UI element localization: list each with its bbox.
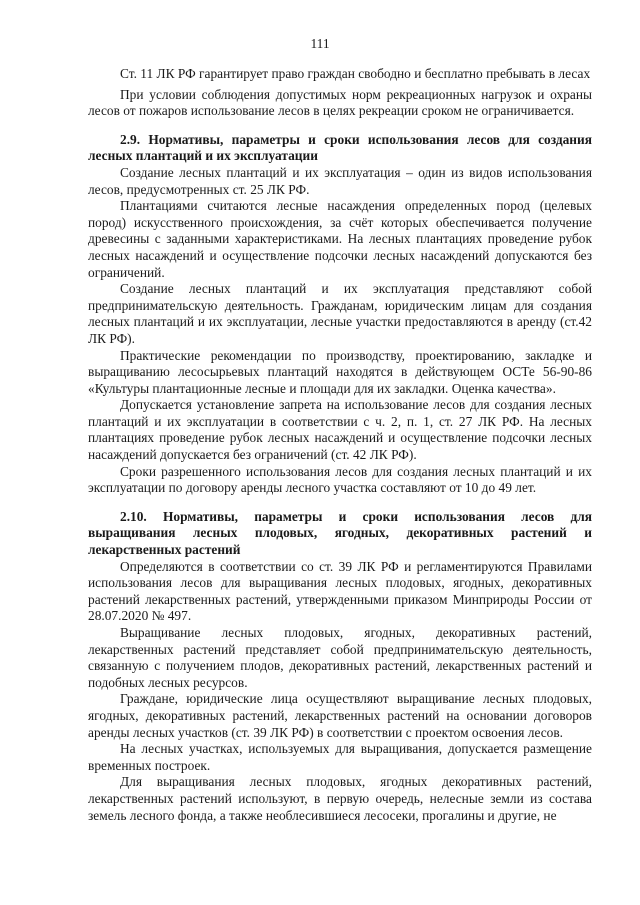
- paragraph: Ст. 11 ЛК РФ гарантирует право граждан свободно и бесплатно пребывать в лесах: [120, 66, 591, 81]
- paragraph: Создание лесных плантаций и их эксплуатация представляют собой предпринимательскую деятельность. Гражданам, юридическим лицам для создания лесных плантаций и их эксплуатации, лесные участки предоставляются в аренду (ст.42 ЛК РФ).: [88, 281, 592, 346]
- paragraph: Допускается установление запрета на использование лесов для создания лесных плантаций и их эксплуатации в соответствии с ч. 2, п. 1, ст. 27 ЛК РФ. На лесных плантациях проведение рубок лесных насаждений и осуществление подсочки лесных насаждений допускается без ограничений (ст. 42 ЛК РФ).: [88, 397, 592, 463]
- paragraph: На лесных участках, используемых для выращивания, допускается размещение временных построек.: [88, 741, 592, 773]
- paragraph: Создание лесных плантаций и их эксплуатация – один из видов использования лесов, предусмотренных ст. 25 ЛК РФ.: [88, 164, 592, 197]
- page-number: 111: [310, 36, 330, 51]
- section-heading-2-10: 2.10. Нормативы, параметры и сроки использования лесов для выращивания лесных плодовых, ягодных, декоративных растений и лекарственных растений: [88, 508, 592, 558]
- paragraph: Практические рекомендации по производству, проектированию, закладке и выращиванию лесосырьевых плантаций находятся в действующем ОСТе 56-90-86 «Культуры плантационные лесные и площади для их закладки. Оценка качества».: [88, 347, 592, 396]
- page-body: [88, 66, 592, 824]
- paragraph: При условии соблюдения допустимых норм рекреационных нагрузок и охраны лесов от пожаров использование лесов в целях рекреации сроком не ограничивается.: [88, 86, 592, 119]
- section-heading-2-9: 2.9. Нормативы, параметры и сроки использования лесов для создания лесных плантаций и их эксплуатации: [88, 131, 592, 164]
- paragraph: Определяются в соответствии со ст. 39 ЛК РФ и регламентируются Правилами использования лесов для выращивания лесных плодовых, ягодных, декоративных растений лекарственных растений, утвержденными приказом Минприроды России от 28.07.2020 № 497.: [88, 558, 592, 624]
- paragraph: Граждане, юридические лица осуществляют выращивание лесных плодовых, ягодных, декоративных растений, лекарственных растений на основании договоров аренды лесных участков (ст. 39 ЛК РФ) в соответствии с проектом освоения лесов.: [88, 691, 592, 740]
- paragraph: Выращивание лесных плодовых, ягодных, декоративных растений, лекарственных растений представляет собой предпринимательскую деятельность, связанную с получением плодов, декоративных растений, лекарственных растений и подобных лесных ресурсов.: [88, 625, 592, 690]
- paragraph: Плантациями считаются лесные насаждения определенных пород (целевых пород) искусственного происхождения, за счёт которых обеспечивается получение древесины с заданными характеристиками. На лесных плантациях проведение рубок лесных насаждений и осуществление подсочки лесных насаждений допускаются без ограничений.: [88, 198, 592, 280]
- paragraph: Для выращивания лесных плодовых, ягодных декоративных растений, лекарственных растений используют, в первую очередь, нелесные земли из состава земель лесного фонда, а также необлесившиеся лесосеки, прогалины и другие, не: [88, 774, 592, 823]
- paragraph: Сроки разрешенного использования лесов для создания лесных плантаций и их эксплуатации по договору аренды лесного участка составляют от 10 до 49 лет.: [88, 463, 592, 496]
